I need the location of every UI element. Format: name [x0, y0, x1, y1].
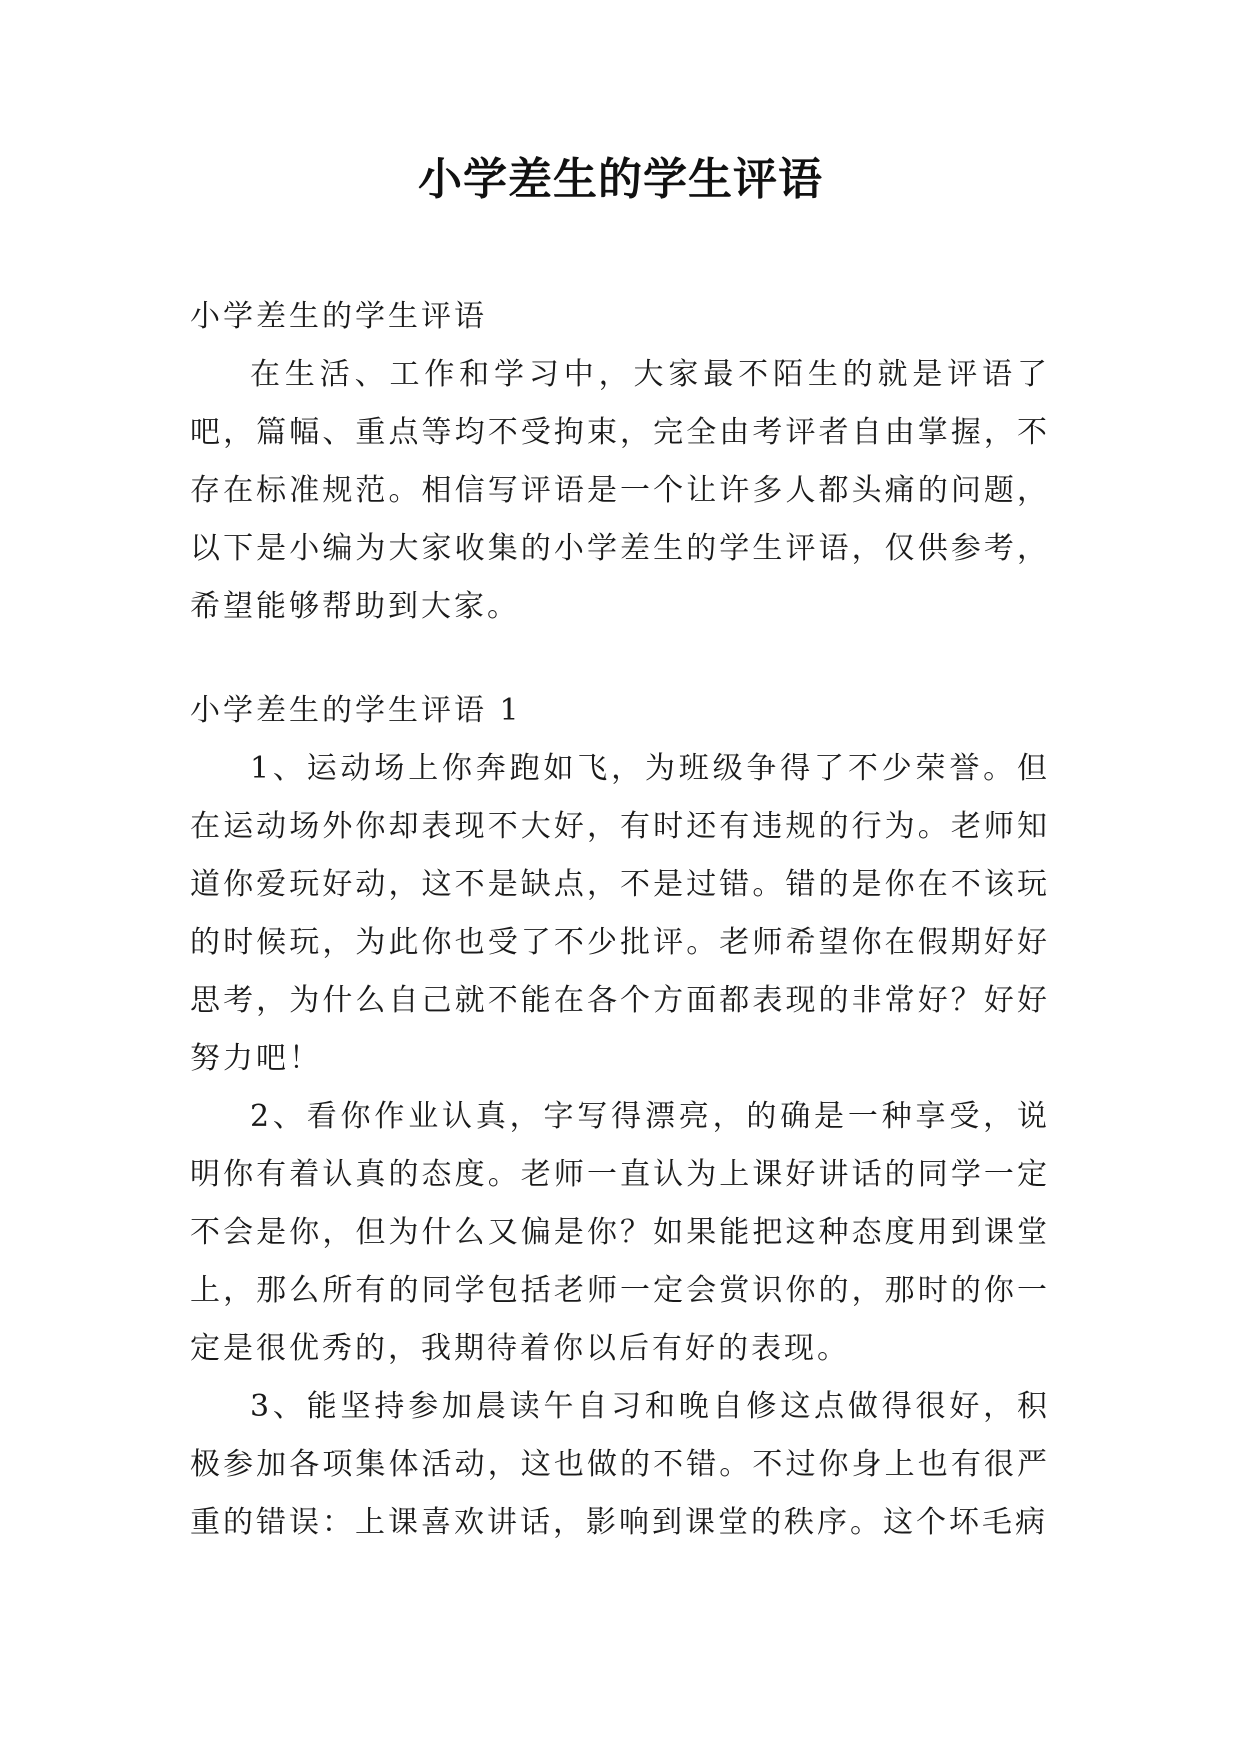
comment-paragraph-3: 3、能坚持参加晨读午自习和晚自修这点做得很好，积极参加各项集体活动，这也做的不错。不过你身上也有很严重的错误：上课喜欢讲话，影响到课堂的秩序。这个坏毛病 — [190, 1389, 1050, 1540]
document-body — [190, 288, 1050, 1552]
intro-heading: 小学差生的学生评语 — [190, 299, 487, 334]
comment-paragraph-2: 2、看你作业认真，字写得漂亮，的确是一种享受，说明你有着认真的态度。老师一直认为上课好讲话的同学一定不会是你，但为什么又偏是你？如果能把这种态度用到课堂上，那么所有的同学包括老师一定会赏识你的，那时的你一定是很优秀的，我期待着你以后有好的表现。 — [190, 1099, 1050, 1366]
section-heading: 小学差生的学生评语 1 — [190, 693, 522, 728]
section-spacer — [190, 636, 1050, 682]
intro-paragraph: 在生活、工作和学习中，大家最不陌生的就是评语了吧，篇幅、重点等均不受拘束，完全由考评者自由掌握，不存在标准规范。相信写评语是一个让许多人都头痛的问题，以下是小编为大家收集的小学差生的学生评语，仅供参考，希望能够帮助到大家。 — [190, 357, 1050, 624]
document-title: 小学差生的学生评语 — [418, 154, 823, 205]
comment-paragraph-1: 1、运动场上你奔跑如飞，为班级争得了不少荣誉。但在运动场外你却表现不大好，有时还有违规的行为。老师知道你爱玩好动，这不是缺点，不是过错。错的是你在不该玩的时候玩，为此你也受了不少批评。老师希望你在假期好好思考，为什么自己就不能在各个方面都表现的非常好？好好努力吧！ — [190, 751, 1050, 1076]
